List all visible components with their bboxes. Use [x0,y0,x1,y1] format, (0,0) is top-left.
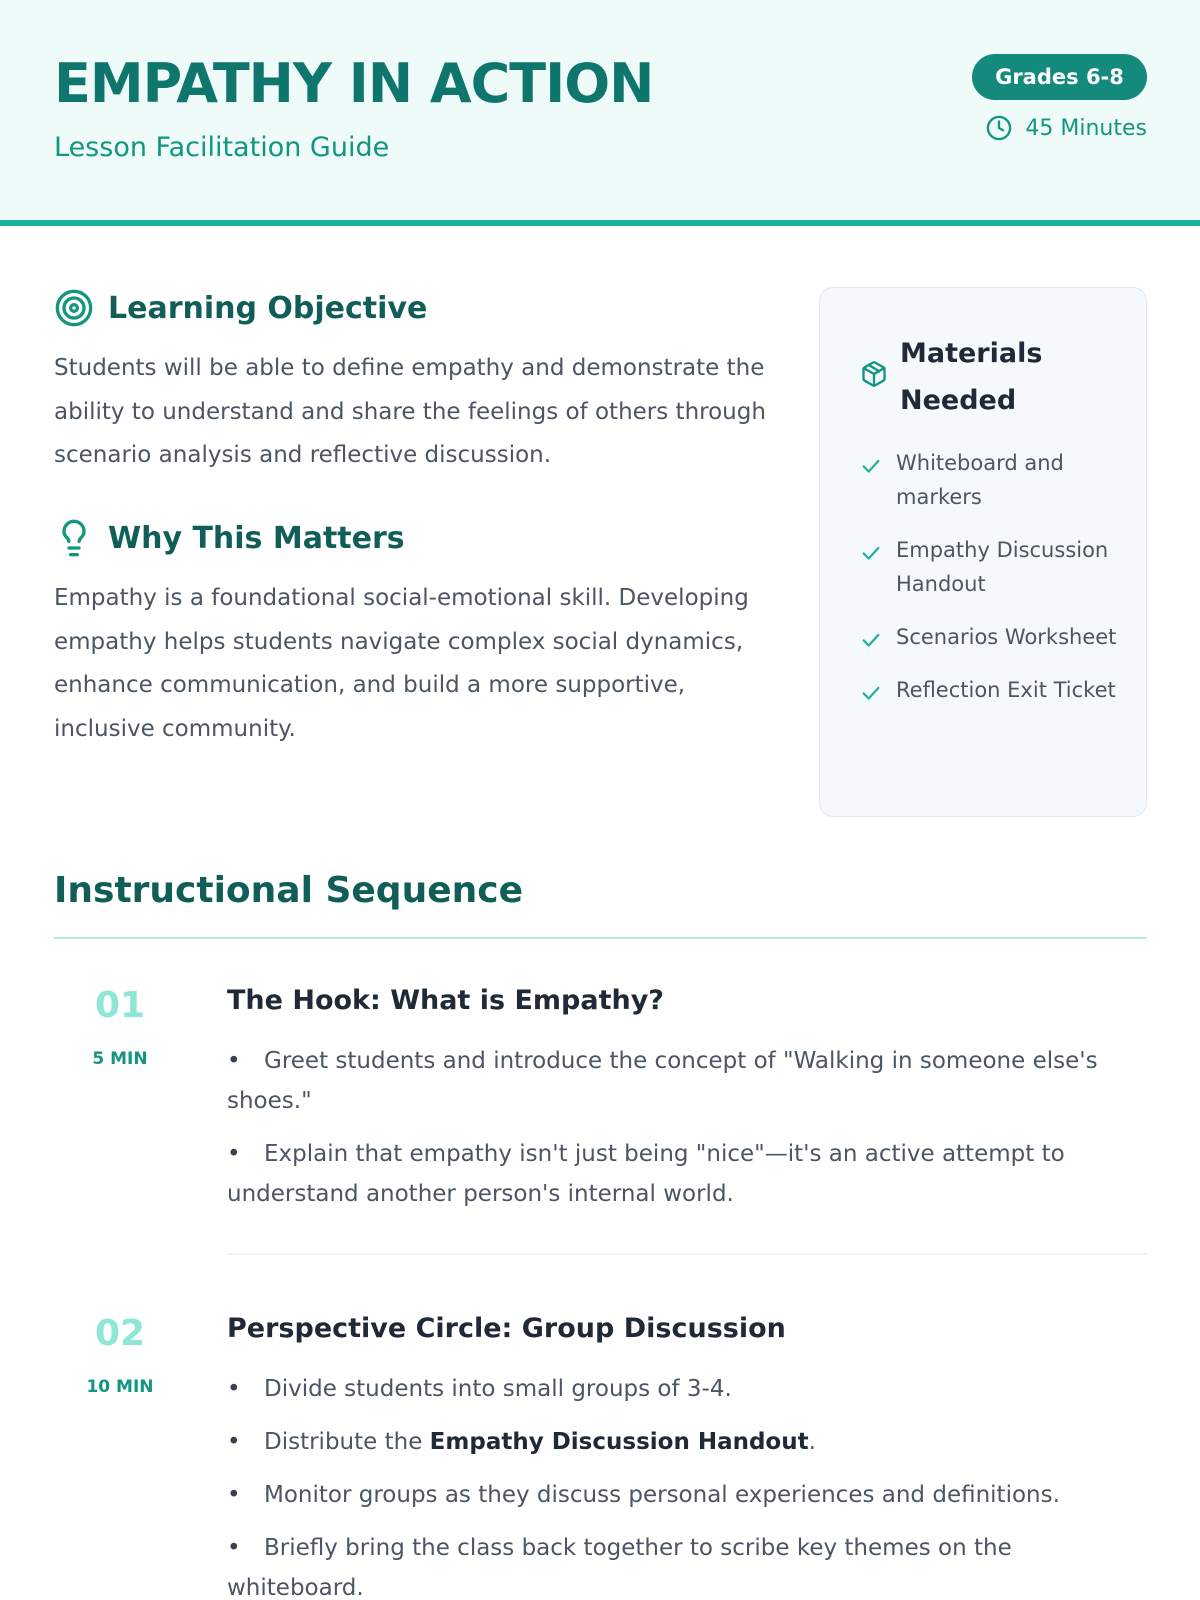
why-this-matters-text: Empathy is a foundational social-emotional skill. Developing empathy helps students navigate complex social dynamics, enhance communication, and build a more supportive, inclusive community. [54,585,749,742]
check-icon [860,682,882,704]
step-bullet [227,1475,1127,1515]
page-subtitle: Lesson Facilitation Guide [54,132,390,163]
step-bullet [227,1134,1127,1214]
material-item [860,673,1128,707]
step-duration: 10 MIN [86,1377,154,1397]
material-item [860,446,1128,514]
step-duration: 5 MIN [92,1049,148,1069]
step-bullet [227,1369,1127,1409]
materials-card [819,287,1147,817]
section-divider [54,937,1147,939]
step-bullet [227,1422,1127,1462]
handout-name: Empathy Discussion Handout [429,1429,809,1455]
step-title: Perspective Circle: Group Discussion [227,1313,786,1344]
grade-badge: Grades 6-8 [972,54,1147,100]
material-item [860,620,1128,654]
material-label: Scenarios Worksheet [896,625,1117,649]
bullet-text: Briefly bring the class back together to scribe key themes on the whiteboard. [227,1535,1012,1600]
step-divider [227,1253,1147,1255]
target-icon [54,288,94,328]
material-item [860,533,1128,601]
check-icon [860,629,882,651]
step-number: 02 [94,1313,146,1354]
bullet-text: Greet students and introduce the concept of "Walking in someone else's shoes." [227,1048,1098,1114]
why-this-matters-heading [54,518,405,558]
learning-objective-title: Learning Objective [108,290,428,326]
check-icon [860,455,882,477]
step-bullet [227,1041,1127,1121]
page-title: EMPATHY IN ACTION [54,52,654,115]
bullet-text-pre: Distribute the [264,1429,430,1455]
step-number: 01 [94,985,146,1026]
duration-info [985,114,1147,142]
materials-list [860,446,1128,726]
bullet-text: Explain that empathy isn't just being "nice"—it's an active attempt to understand another person's internal world. [227,1141,1065,1207]
bullet-text: Divide students into small groups of 3-4. [264,1376,732,1402]
package-icon [860,360,888,388]
check-icon [860,542,882,564]
learning-objective-text: Students will be able to define empathy and demonstrate the ability to understand and share the feelings of others through scenario analysis and reflective discussion. [54,355,766,468]
duration-text: 45 Minutes [1025,115,1147,141]
instructional-sequence-heading: Instructional Sequence [54,870,524,911]
material-label: Empathy Discussion Handout [896,538,1109,596]
step-title: The Hook: What is Empathy? [227,985,664,1016]
step-bullets [227,1041,1127,1227]
material-label: Reflection Exit Ticket [896,678,1116,702]
learning-objective-heading [54,288,427,328]
clock-icon [985,114,1013,142]
material-label: Whiteboard and markers [896,451,1064,509]
materials-title: Materials Needed [900,338,1043,416]
step-bullets [227,1369,1127,1600]
bullet-text: Monitor groups as they discuss personal experiences and definitions. [264,1482,1060,1508]
why-this-matters-title: Why This Matters [108,520,405,556]
lesson-header [0,0,1200,226]
step-bullet [227,1528,1127,1600]
bullet-text-post: . [808,1429,816,1455]
lightbulb-icon [54,518,94,558]
